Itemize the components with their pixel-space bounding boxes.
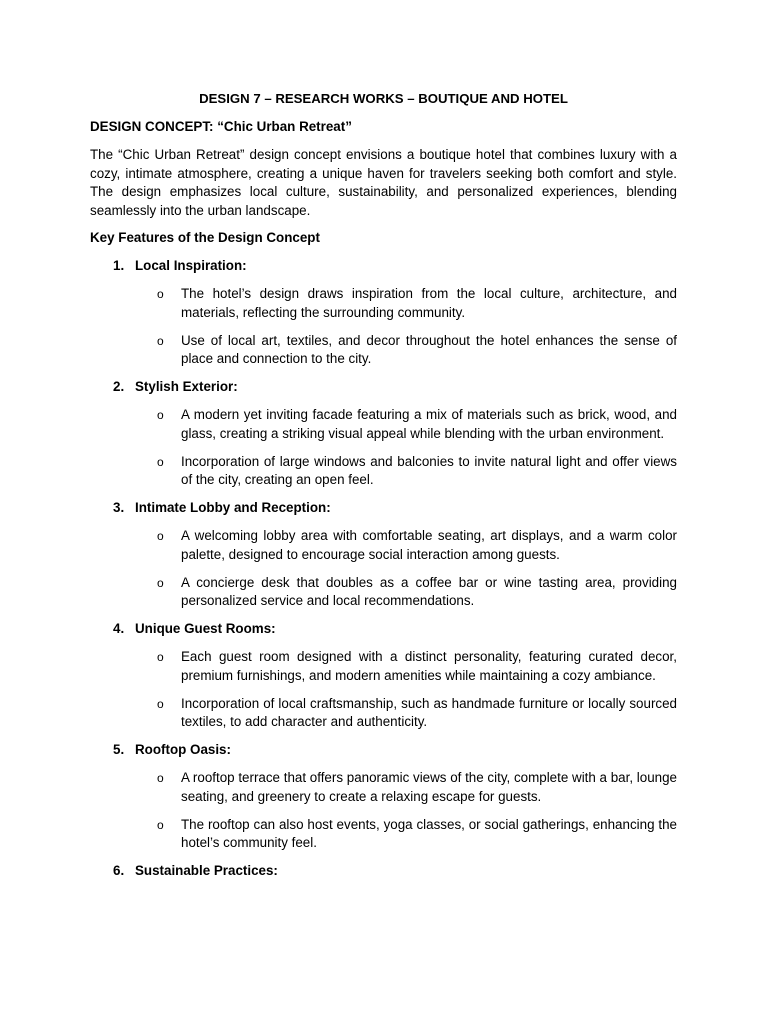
feature-number: 6. bbox=[113, 863, 125, 878]
bullet-item bbox=[90, 648, 677, 685]
bullet-text: A welcoming lobby area with comfortable seating, art displays, and a warm color palette, designed to encourage social interaction among guests. bbox=[181, 528, 677, 562]
feature-number: 2. bbox=[113, 379, 125, 394]
feature-number: 4. bbox=[113, 621, 125, 636]
bullet-text: Each guest room designed with a distinct personality, featuring curated decor, premium furnishings, and modern amenities while maintaining a cozy ambiance. bbox=[181, 649, 677, 683]
feature-title: Intimate Lobby and Reception: bbox=[135, 500, 331, 515]
feature-item-local-inspiration bbox=[90, 257, 677, 369]
bullet-item bbox=[90, 527, 677, 564]
feature-number: 1. bbox=[113, 258, 125, 273]
bullet-marker: o bbox=[157, 454, 164, 469]
feature-title: Rooftop Oasis: bbox=[135, 742, 231, 757]
bullet-item bbox=[90, 574, 677, 611]
features-heading: Key Features of the Design Concept bbox=[90, 230, 320, 245]
bullet-text: The hotel’s design draws inspiration from the local culture, architecture, and materials, reflecting the surrounding community. bbox=[181, 286, 677, 320]
bullet-marker: o bbox=[157, 333, 164, 348]
bullet-item bbox=[90, 769, 677, 806]
bullet-marker: o bbox=[157, 696, 164, 711]
bullet-list bbox=[90, 406, 677, 490]
feature-heading bbox=[90, 257, 677, 275]
bullet-marker: o bbox=[157, 408, 164, 422]
bullet-list bbox=[90, 285, 677, 369]
bullet-marker: o bbox=[157, 287, 164, 301]
bullet-item bbox=[90, 816, 677, 853]
bullet-item bbox=[90, 406, 677, 443]
feature-heading bbox=[90, 741, 677, 759]
feature-item-sustainable-practices bbox=[90, 862, 677, 880]
bullet-text: A rooftop terrace that offers panoramic views of the city, complete with a bar, lounge seating, and greenery to create a relaxing escape for guests. bbox=[181, 770, 677, 804]
bullet-marker: o bbox=[157, 771, 164, 785]
feature-item-stylish-exterior bbox=[90, 378, 677, 490]
bullet-marker: o bbox=[157, 817, 164, 832]
feature-heading bbox=[90, 499, 677, 517]
bullet-item bbox=[90, 332, 677, 369]
bullet-text: Use of local art, textiles, and decor throughout the hotel enhances the sense of place and connection to the city. bbox=[181, 332, 677, 366]
feature-title: Sustainable Practices: bbox=[135, 863, 278, 878]
bullet-text: Incorporation of local craftsmanship, such as handmade furniture or locally sourced textiles, to add character and authenticity. bbox=[181, 695, 677, 729]
feature-item-intimate-lobby bbox=[90, 499, 677, 611]
feature-item-rooftop-oasis bbox=[90, 741, 677, 853]
feature-number: 5. bbox=[113, 742, 125, 757]
bullet-marker: o bbox=[157, 575, 164, 590]
bullet-text: The rooftop can also host events, yoga classes, or social gatherings, enhancing the hotel’s community feel. bbox=[181, 816, 677, 850]
feature-heading bbox=[90, 620, 677, 638]
feature-item-guest-rooms bbox=[90, 620, 677, 732]
bullet-marker: o bbox=[157, 529, 164, 543]
bullet-text: A modern yet inviting facade featuring a mix of materials such as brick, wood, and glass, creating a striking visual appeal while blending with the urban environment. bbox=[181, 407, 677, 441]
bullet-item bbox=[90, 695, 677, 732]
features-list bbox=[90, 257, 677, 880]
bullet-item bbox=[90, 453, 677, 490]
concept-heading: DESIGN CONCEPT: “Chic Urban Retreat” bbox=[90, 119, 352, 134]
bullet-item bbox=[90, 285, 677, 322]
feature-heading bbox=[90, 862, 677, 880]
feature-title: Local Inspiration: bbox=[135, 258, 247, 273]
document-page bbox=[90, 90, 677, 890]
bullet-text: Incorporation of large windows and balconies to invite natural light and offer views of the city, creating an open feel. bbox=[181, 453, 677, 487]
bullet-list bbox=[90, 527, 677, 611]
feature-title: Stylish Exterior: bbox=[135, 379, 238, 394]
bullet-text: A concierge desk that doubles as a coffee bar or wine tasting area, providing personalized service and local recommendations. bbox=[181, 574, 677, 608]
document-title: DESIGN 7 – RESEARCH WORKS – BOUTIQUE AND HOTEL bbox=[199, 91, 568, 106]
feature-title: Unique Guest Rooms: bbox=[135, 621, 276, 636]
feature-heading bbox=[90, 378, 677, 396]
feature-number: 3. bbox=[113, 500, 125, 515]
bullet-list bbox=[90, 648, 677, 732]
bullet-list bbox=[90, 769, 677, 853]
bullet-marker: o bbox=[157, 650, 164, 664]
intro-paragraph: The “Chic Urban Retreat” design concept envisions a boutique hotel that combines luxury with a cozy, intimate atmosphere, creating a unique haven for travelers seeking both comfort and style. The design emphasizes local culture, sustainability, and personalized experiences, blending seamlessly into the urban landscape. bbox=[90, 147, 677, 218]
